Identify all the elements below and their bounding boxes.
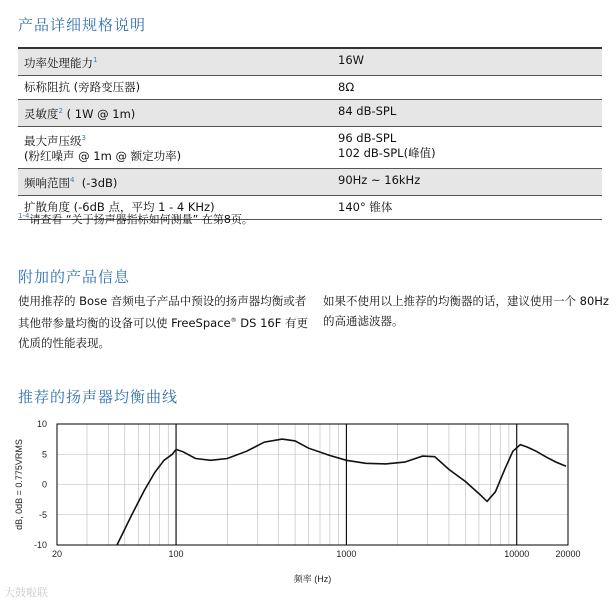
spec-value: 8Ω [338, 80, 355, 94]
specs-section-title: 产品详细规格说明 [18, 16, 147, 34]
eq-curve-chart [0, 410, 616, 600]
eq-curve-line [117, 439, 566, 545]
y-tick-label: -10 [33, 540, 47, 550]
spec-label: 灵敏度 [24, 107, 59, 121]
spec-row [18, 47, 602, 75]
spec-row [18, 75, 602, 99]
spec-value: 16W [338, 53, 365, 67]
info-section-title: 附加的产品信息 [18, 268, 131, 286]
spec-value: 140° 锥体 [338, 200, 393, 214]
footnote-text: 请查看 “关于扬声器指标如何测量” 在第8页。 [29, 213, 253, 226]
info-paragraph-left: 使用推荐的 Bose 音频电子产品中预设的扬声器均衡或者其他带参量均衡的设备可以使 FreeSpace® DS 16F 有更优质的性能表现。 [18, 294, 308, 350]
spec-label-line2: (粉红噪声 @ 1m @ 额定功率) [24, 149, 182, 163]
x-tick-label: 10000 [504, 549, 530, 559]
y-tick-label: 0 [41, 479, 47, 490]
y-tick-label: 10 [36, 419, 47, 429]
footnote-ref: 2 [58, 107, 63, 115]
footnote-ref: 1 [93, 56, 98, 64]
registered-mark: ® [230, 317, 237, 324]
spec-label: 扩散角度 (-6dB 点，平均 1 - 4 KHz) [24, 200, 215, 214]
info-paragraph-right: 如果不使用以上推荐的均衡器的话，建议使用一个 80Hz 的高通滤波器。 [323, 294, 609, 328]
spec-value: 96 dB-SPL [338, 131, 397, 145]
specs-table [18, 47, 602, 220]
footnote-ref: 3 [81, 134, 86, 142]
spec-label: 标称阻抗 (旁路变压器) [24, 80, 141, 94]
spec-label: 频响范围 [24, 176, 70, 190]
x-tick-label: 100 [168, 549, 184, 559]
footnote-ref: 4 [70, 176, 75, 184]
x-tick-label: 20000 [555, 549, 581, 559]
chart-grid [57, 424, 568, 545]
footnote-ref: 1-4 [18, 212, 30, 220]
spec-label-tail: (-3dB) [74, 176, 118, 190]
y-tick-label: 5 [41, 449, 47, 460]
x-tick-label: 1000 [336, 549, 357, 559]
y-tick-label: -5 [38, 509, 47, 520]
x-tick-label: 20 [51, 549, 63, 559]
spec-row [18, 126, 602, 168]
spec-value: 102 dB-SPL(峰值) [338, 146, 436, 160]
y-axis-label: dB, 0dB = 0.775VRMS [14, 439, 24, 530]
spec-value: 90Hz ~ 16kHz [338, 173, 421, 187]
spec-label: 最大声压级 [24, 134, 82, 148]
footnote [18, 211, 253, 227]
eq-section-title: 推荐的扬声器均衡曲线 [18, 388, 179, 406]
y-tick-labels [34, 419, 47, 550]
spec-value: 84 dB-SPL [338, 104, 397, 118]
x-tick-labels [52, 549, 581, 559]
spec-row [18, 168, 602, 195]
spec-label: 功率处理能力 [24, 56, 93, 70]
x-axis-label: 频率 (Hz) [293, 574, 332, 584]
spec-label-tail: ( 1W @ 1m) [62, 107, 136, 121]
watermark: 大鼓啦联 [4, 586, 48, 599]
spec-row [18, 99, 602, 126]
